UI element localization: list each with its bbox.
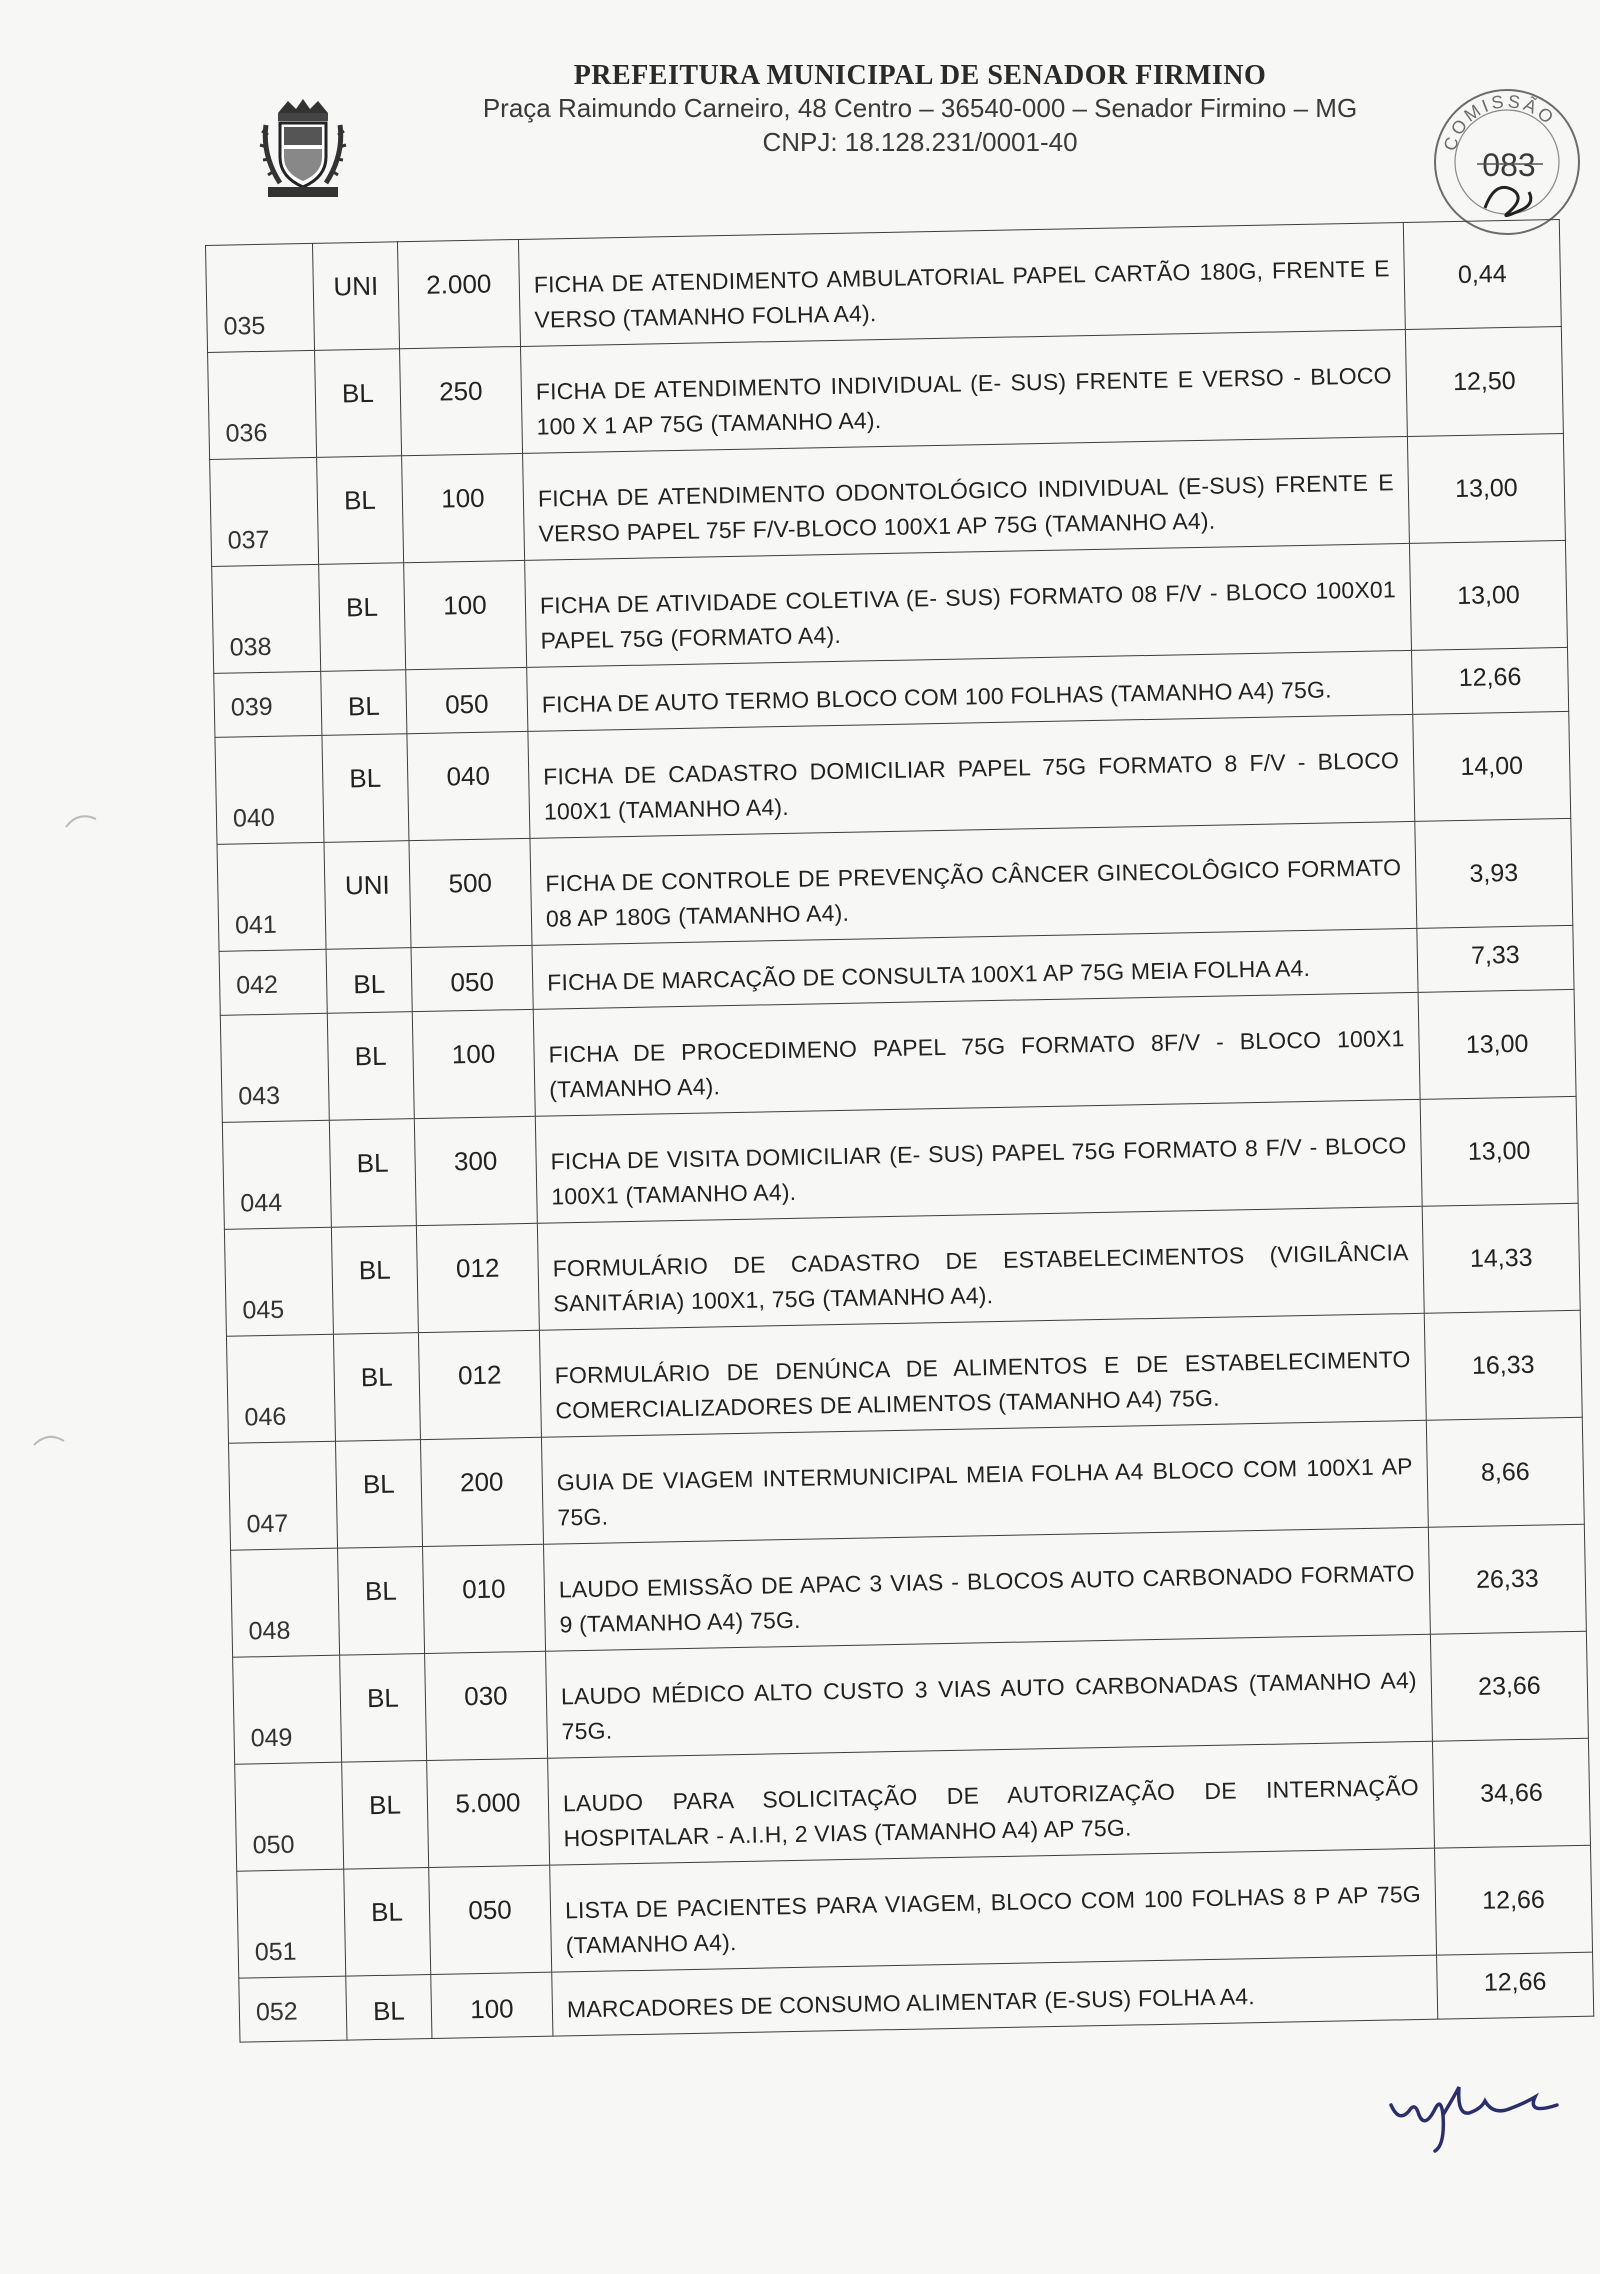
unit-cell: BL [317,456,404,565]
quantity-cell: 030 [425,1651,548,1760]
unit-cell: BL [346,1974,432,2040]
unit-cell: BL [331,1226,418,1335]
unit-price-cell: 8,66 [1426,1417,1584,1527]
item-code-cell: 048 [231,1548,340,1657]
unit-price-cell: 13,00 [1418,989,1576,1099]
item-code-cell: 040 [215,735,324,844]
description-cell: LISTA DE PACIENTES PARA VIAGEM, BLOCO COM 100 FOLHAS 8 P AP 75G (TAMANHO A4). [550,1848,1437,1972]
unit-cell: BL [327,1012,414,1121]
unit-price-cell: 34,66 [1432,1738,1590,1848]
unit-cell: BL [333,1333,420,1442]
quantity-cell: 200 [420,1437,543,1546]
quantity-cell: 100 [431,1972,553,2038]
unit-price-cell: 7,33 [1417,925,1574,992]
description-cell: FICHA DE PROCEDIMENO PAPEL 75G FORMATO 8F/V - BLOCO 100X1 (TAMANHO A4). [533,992,1420,1116]
municipality-title: PREFEITURA MUNICIPAL DE SENADOR FIRMINO [573,60,1267,91]
handwritten-initials-icon [1385,2075,1565,2155]
quantity-cell: 250 [400,346,523,455]
item-code-cell: 038 [212,564,321,673]
unit-price-cell: 12,66 [1437,1952,1594,2019]
unit-cell: BL [322,734,409,843]
unit-cell: BL [315,349,402,458]
description-cell: GUIA DE VIAGEM INTERMUNICIPAL MEIA FOLHA A4 BLOCO COM 100X1 AP 75G. [541,1420,1428,1544]
unit-cell: BL [338,1547,425,1656]
quantity-cell: 010 [423,1544,546,1653]
unit-price-cell: 12,66 [1412,647,1569,714]
quantity-cell: 100 [402,453,525,562]
unit-price-cell: 13,00 [1407,433,1565,543]
stamp-arc-text: COMISSÃO [1439,91,1560,154]
items-table [205,219,1594,2043]
unit-cell: BL [321,670,407,736]
unit-price-cell: 14,33 [1422,1203,1580,1313]
item-code-cell: 046 [226,1334,335,1443]
quantity-cell: 050 [406,667,528,733]
item-code-cell: 051 [237,1869,346,1978]
scan-speck-mark [62,805,102,835]
svg-text:COMISSÃO [1440,91,1560,153]
unit-cell: UNI [312,242,399,351]
quantity-cell: 012 [416,1223,539,1332]
item-code-cell: 042 [219,949,327,1015]
item-code-cell: 041 [217,842,326,951]
unit-price-cell: 12,66 [1435,1845,1593,1955]
description-cell: FICHA DE MARCAÇÃO DE CONSULTA 100X1 AP 75G MEIA FOLHA A4. [532,928,1418,1009]
description-cell: FICHA DE ATIVIDADE COLETIVA (E- SUS) FORMATO 08 F/V - BLOCO 100X01 PAPEL 75G (FORMATO A4). [525,543,1412,667]
unit-price-cell: 14,00 [1413,711,1571,821]
item-code-cell: 044 [222,1120,331,1229]
unit-cell: BL [340,1654,427,1763]
unit-cell: BL [335,1440,422,1549]
quantity-cell: 050 [429,1865,552,1974]
item-code-cell: 052 [239,1976,347,2042]
scan-speck-mark [30,1425,70,1455]
description-cell: FICHA DE AUTO TERMO BLOCO COM 100 FOLHAS (TAMANHO A4) 75G. [527,650,1413,731]
unit-price-cell: 26,33 [1428,1524,1586,1634]
municipality-address: Praça Raimundo Carneiro, 48 Centro – 36540-000 – Senador Firmino – MG [482,93,1358,123]
description-cell: LAUDO MÉDICO ALTO CUSTO 3 VIAS AUTO CARBONADAS (TAMANHO A4) 75G. [546,1634,1433,1758]
unit-cell: BL [319,563,406,672]
item-code-cell: 043 [220,1013,329,1122]
description-cell: FICHA DE CADASTRO DOMICILIAR PAPEL 75G FORMATO 8 F/V - BLOCO 100X1 (TAMANHO A4). [528,714,1415,838]
item-code-cell: 047 [229,1441,338,1550]
quantity-cell: 500 [409,838,532,947]
description-cell: LAUDO PARA SOLICITAÇÃO DE AUTORIZAÇÃO DE INTERNAÇÃO HOSPITALAR - A.I.H, 2 VIAS (TAMANHO A4) AP 75G. [548,1741,1435,1865]
quantity-cell: 300 [414,1116,537,1225]
quantity-cell: 040 [407,731,530,840]
unit-price-cell: 0,44 [1403,219,1561,329]
item-code-cell: 035 [206,243,315,352]
unit-cell: BL [326,948,412,1014]
item-code-cell: 036 [208,350,317,459]
item-code-cell: 039 [214,671,322,737]
unit-price-cell: 16,33 [1424,1310,1582,1420]
quantity-cell: 5.000 [427,1758,550,1867]
unit-cell: BL [329,1119,416,1228]
item-code-cell: 049 [233,1655,342,1764]
description-cell: FICHA DE CONTROLE DE PREVENÇÃO CÂNCER GINECOLÔGICO FORMATO 08 AP 180G (TAMANHO A4). [530,821,1417,945]
unit-price-cell: 13,00 [1409,540,1567,650]
description-cell: MARCADORES DE CONSUMO ALIMENTAR (E-SUS) FOLHA A4. [552,1955,1438,2036]
unit-price-cell: 23,66 [1430,1631,1588,1741]
unit-cell: BL [344,1868,431,1977]
description-cell: FORMULÁRIO DE DENÚNCA DE ALIMENTOS E DE ESTABELECIMENTO COMERCIALIZADORES DE ALIMENTOS (TAMANHO A4) 75G. [539,1313,1426,1437]
unit-cell: UNI [324,841,411,950]
item-code-cell: 045 [224,1227,333,1336]
quantity-cell: 012 [418,1330,541,1439]
quantity-cell: 100 [404,560,527,669]
unit-price-cell: 12,50 [1405,326,1563,436]
quantity-cell: 050 [411,945,533,1011]
quantity-cell: 100 [412,1009,535,1118]
description-cell: FICHA DE ATENDIMENTO AMBULATORIAL PAPEL CARTÃO 180G, FRENTE E VERSO (TAMANHO FOLHA A4). [518,222,1405,346]
unit-cell: BL [342,1761,429,1870]
unit-price-cell: 13,00 [1420,1096,1578,1206]
description-cell: FICHA DE ATENDIMENTO ODONTOLÓGICO INDIVIDUAL (E-SUS) FRENTE E VERSO PAPEL 75F F/V-BLOCO 100X1 AP 75G (TAMANHO A4). [523,436,1410,560]
description-cell: FICHA DE ATENDIMENTO INDIVIDUAL (E- SUS) FRENTE E VERSO - BLOCO 100 X 1 AP 75G (TAMANHO A4). [521,329,1408,453]
quantity-cell: 2.000 [397,239,520,348]
description-cell: LAUDO EMISSÃO DE APAC 3 VIAS - BLOCOS AUTO CARBONADO FORMATO 9 (TAMANHO A4) 75G. [544,1527,1431,1651]
item-code-cell: 050 [235,1762,344,1871]
description-cell: FORMULÁRIO DE CADASTRO DE ESTABELECIMENTOS (VIGILÂNCIA SANITÁRIA) 100X1, 75G (TAMANHO A4). [537,1206,1424,1330]
municipality-cnpj: CNPJ: 18.128.231/0001-40 [762,127,1078,157]
document-header [0,55,1600,215]
unit-price-cell: 3,93 [1415,818,1573,928]
description-cell: FICHA DE VISITA DOMICILIAR (E- SUS) PAPEL 75G FORMATO 8 F/V - BLOCO 100X1 (TAMANHO A4). [535,1099,1422,1223]
stamp-number: 083 [1482,147,1536,183]
item-code-cell: 037 [210,457,319,566]
